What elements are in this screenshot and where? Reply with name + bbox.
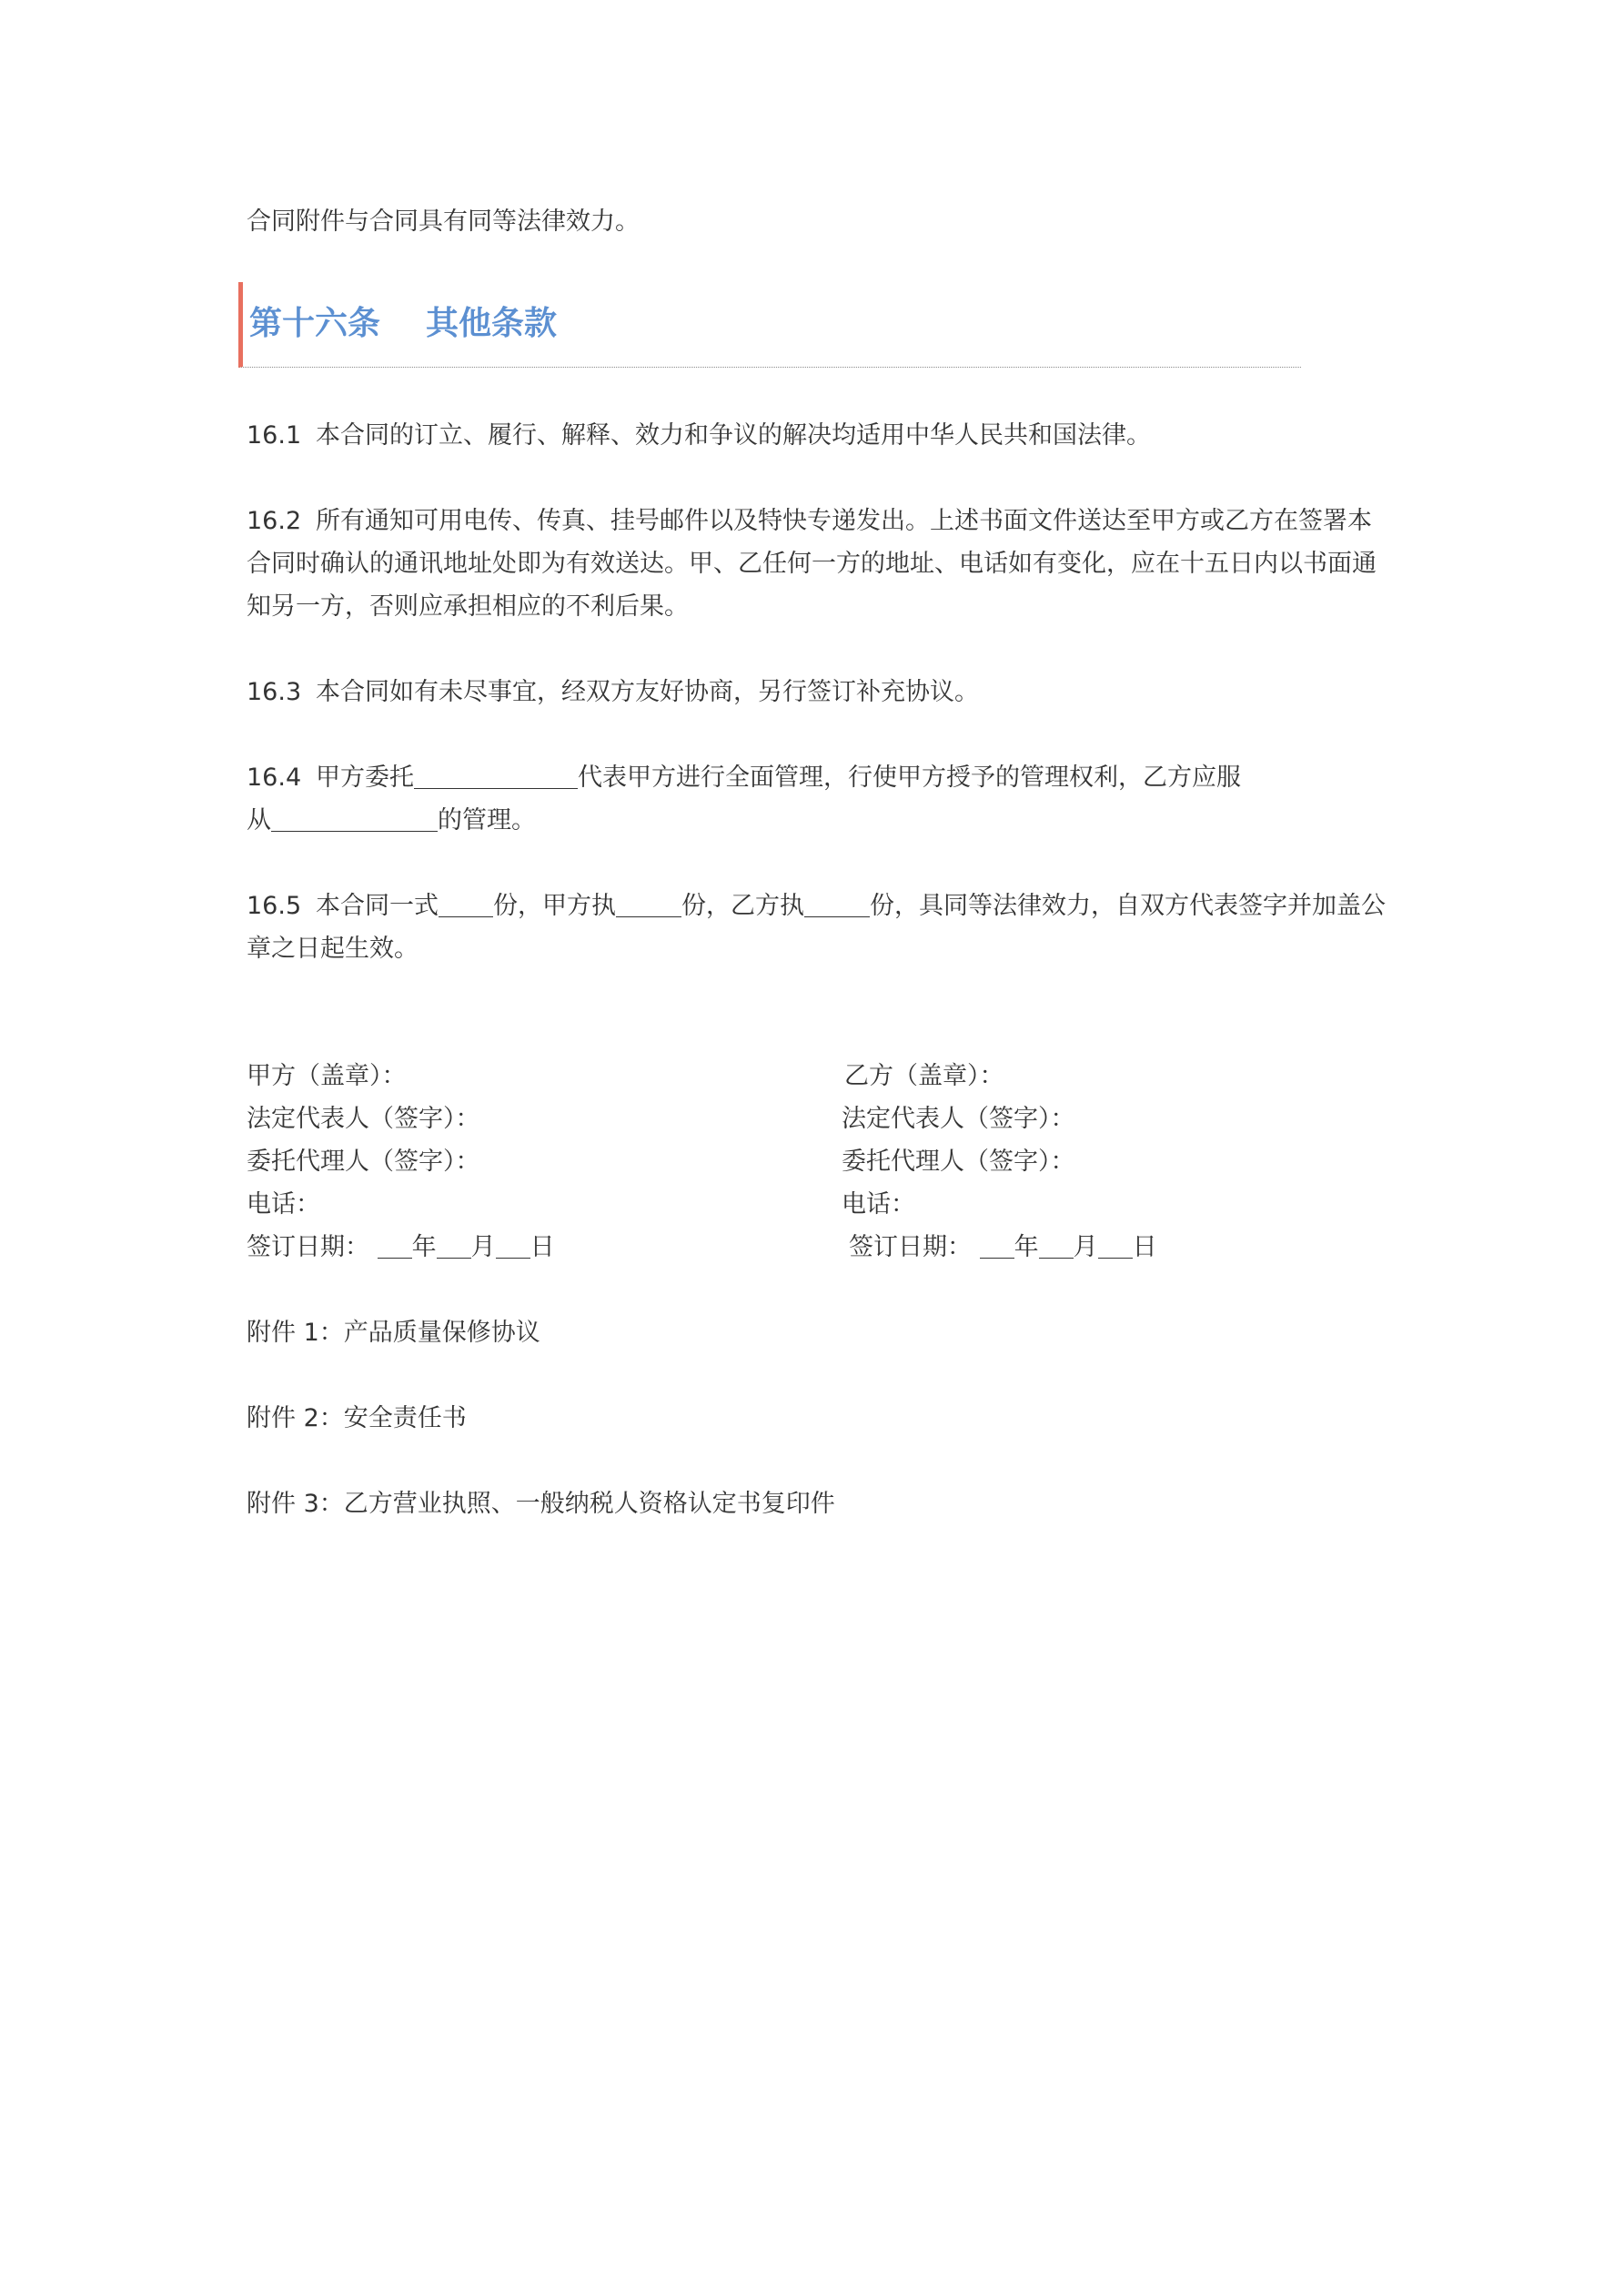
clause-16-2-line-1	[247, 500, 1393, 542]
attachment-3: 附件 3：乙方营业执照、一般纳税人资格认定书复印件	[247, 1490, 835, 1518]
heading-title: 其他条款	[426, 305, 558, 342]
day-blank[interactable]	[1098, 1230, 1133, 1259]
clause-16-3	[247, 671, 1393, 713]
clause-text: 份，甲方执	[493, 892, 616, 920]
day-blank[interactable]	[496, 1230, 530, 1259]
year-blank[interactable]	[980, 1230, 1014, 1259]
party-b-date	[849, 1226, 1157, 1269]
year-label: 年	[411, 1233, 437, 1261]
clause-number: 16.3	[247, 678, 302, 706]
clause-16-4-line-2	[247, 799, 1393, 842]
clause-16-5-line-2: 章之日起生效。	[247, 935, 419, 963]
clause-text: 从	[247, 806, 271, 834]
clause-text: 甲方委托	[316, 764, 414, 792]
year-label: 年	[1014, 1233, 1039, 1261]
party-b-phone: 电话：	[842, 1190, 915, 1219]
month-label: 月	[1073, 1233, 1098, 1261]
clause-text: 本合同如有未尽事宜，经双方友好协商，另行签订补充协议。	[316, 678, 979, 706]
attachment-1: 附件 1：产品质量保修协议	[247, 1319, 540, 1347]
clause-text: 本合同一式	[316, 892, 439, 920]
party-b-agent: 委托代理人（签字）：	[842, 1148, 1075, 1176]
clause-16-4-line-1	[247, 756, 1393, 799]
party-a-seal: 甲方（盖章）：	[247, 1062, 407, 1090]
section-heading-text	[249, 304, 557, 344]
clause-number: 16.5	[247, 892, 302, 920]
attachment-2: 附件 2：安全责任书	[247, 1404, 467, 1432]
party-a-legal-rep: 法定代表人（签字）：	[247, 1105, 480, 1133]
date-label: 签订日期：	[849, 1233, 972, 1261]
fill-blank[interactable]	[271, 804, 438, 832]
clause-16-1	[247, 414, 1393, 457]
month-blank[interactable]	[1039, 1230, 1074, 1259]
party-b-legal-rep: 法定代表人（签字）：	[842, 1105, 1075, 1133]
clause-text: 份，具同等法律效力，自双方代表签字并加盖公	[870, 892, 1386, 920]
month-blank[interactable]	[437, 1230, 471, 1259]
clause-text: 份，乙方执	[681, 892, 804, 920]
month-label: 月	[470, 1233, 496, 1261]
fill-blank[interactable]	[414, 761, 578, 789]
clause-text: 的管理。	[438, 806, 536, 834]
party-a-date	[247, 1226, 555, 1269]
clause-text: 本合同的订立、履行、解释、效力和争议的解决均适用中华人民共和国法律。	[316, 421, 1151, 450]
party-b-seal: 乙方（盖章）：	[844, 1062, 1004, 1090]
section-heading	[238, 282, 1301, 368]
clause-number: 16.2	[247, 507, 302, 535]
date-label: 签订日期：	[247, 1233, 369, 1261]
party-a-phone: 电话：	[247, 1190, 320, 1219]
clause-number: 16.4	[247, 764, 302, 792]
year-blank[interactable]	[378, 1230, 412, 1259]
day-label: 日	[530, 1233, 555, 1261]
fill-blank[interactable]	[804, 889, 870, 917]
fill-blank[interactable]	[616, 889, 681, 917]
day-label: 日	[1132, 1233, 1157, 1261]
clause-number: 16.1	[247, 421, 302, 450]
intro-line: 合同附件与合同具有同等法律效力。	[247, 207, 640, 236]
heading-article-number: 第十六条	[249, 305, 381, 342]
party-a-agent: 委托代理人（签字）：	[247, 1148, 480, 1176]
clause-text: 代表甲方进行全面管理，行使甲方授予的管理权利，乙方应服	[578, 764, 1241, 792]
clause-16-2-line-2: 合同时确认的通讯地址处即为有效送达。甲、乙任何一方的地址、电话如有变化，应在十五日内以书面通	[247, 550, 1377, 578]
clause-16-2-line-3: 知另一方，否则应承担相应的不利后果。	[247, 592, 689, 621]
clause-16-5-line-1	[247, 885, 1393, 927]
clause-text: 所有通知可用电传、传真、挂号邮件以及特快专递发出。上述书面文件送达至甲方或乙方在签署本	[316, 507, 1372, 535]
fill-blank[interactable]	[439, 889, 493, 917]
